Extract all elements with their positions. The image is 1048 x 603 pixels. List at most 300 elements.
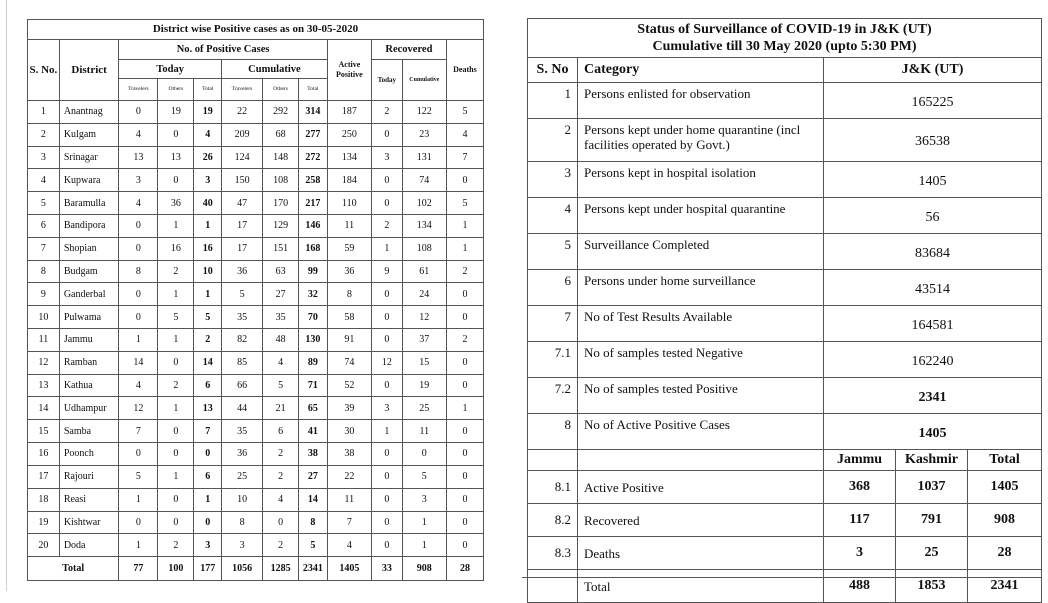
district-row <box>28 465 484 488</box>
header-cumulative-total: Total <box>299 79 328 101</box>
district-cell: 0 <box>119 306 158 329</box>
district-sno: 5 <box>28 192 60 215</box>
district-cell: 0 <box>263 511 299 534</box>
surveillance-sno: 7.1 <box>528 342 578 378</box>
district-name: Kupwara <box>59 169 119 192</box>
district-cell: 2 <box>263 465 299 488</box>
district-cell: 4 <box>119 374 158 397</box>
split-kashmir-value: 25 <box>896 537 968 570</box>
district-cell: 14 <box>299 488 328 511</box>
surveillance-row <box>528 119 1042 162</box>
district-cell: 12 <box>119 397 158 420</box>
district-cell: 0 <box>194 443 222 466</box>
district-sno: 11 <box>28 329 60 352</box>
header-cumulative: Cumulative <box>222 60 328 79</box>
surveillance-row <box>528 83 1042 119</box>
district-name: Ramban <box>59 351 119 374</box>
district-cell: 0 <box>446 420 483 443</box>
district-cell: 10 <box>222 488 263 511</box>
district-cell: 38 <box>327 443 371 466</box>
district-name: Shopian <box>59 237 119 260</box>
district-cell: 1 <box>402 534 446 557</box>
district-cell: 122 <box>402 100 446 123</box>
surveillance-sno: 5 <box>528 234 578 270</box>
district-cell: 4 <box>119 192 158 215</box>
split-sno: 8.2 <box>528 504 578 537</box>
district-cell: 2 <box>446 329 483 352</box>
district-cell: 5 <box>402 465 446 488</box>
surveillance-value: 162240 <box>824 342 1042 378</box>
surveillance-row <box>528 162 1042 198</box>
district-cell: 2 <box>263 443 299 466</box>
district-cell: 0 <box>119 214 158 237</box>
surveillance-value: 2341 <box>824 378 1042 414</box>
district-cell: 1 <box>158 397 194 420</box>
district-cell: 1 <box>119 329 158 352</box>
district-cell: 0 <box>371 488 402 511</box>
surveillance-sno: 2 <box>528 119 578 162</box>
district-cell: 1 <box>119 488 158 511</box>
district-cell: 4 <box>327 534 371 557</box>
district-sno: 18 <box>28 488 60 511</box>
district-name: Anantnag <box>59 100 119 123</box>
total-cell: 77 <box>119 557 158 581</box>
district-cell: 4 <box>263 488 299 511</box>
split-header-blank <box>578 450 824 471</box>
district-cell: 0 <box>446 351 483 374</box>
district-sno: 13 <box>28 374 60 397</box>
district-cell: 292 <box>263 100 299 123</box>
district-cell: 0 <box>194 511 222 534</box>
district-cell: 7 <box>446 146 483 169</box>
district-cell: 2 <box>158 374 194 397</box>
district-row <box>28 511 484 534</box>
header-today-total: Total <box>194 79 222 101</box>
district-cell: 0 <box>158 123 194 146</box>
district-cell: 0 <box>446 169 483 192</box>
district-cell: 168 <box>299 237 328 260</box>
district-cell: 2 <box>194 329 222 352</box>
district-cell: 15 <box>402 351 446 374</box>
surveillance-row <box>528 270 1042 306</box>
district-cell: 0 <box>158 511 194 534</box>
district-name: Kathua <box>59 374 119 397</box>
district-cell: 19 <box>402 374 446 397</box>
district-cell: 2 <box>371 214 402 237</box>
district-cell: 85 <box>222 351 263 374</box>
district-row <box>28 420 484 443</box>
district-cell: 1 <box>194 214 222 237</box>
district-cell: 0 <box>119 283 158 306</box>
district-cell: 3 <box>371 146 402 169</box>
district-cell: 10 <box>194 260 222 283</box>
district-cell: 5 <box>222 283 263 306</box>
total-cell: 908 <box>402 557 446 581</box>
district-cell: 1 <box>402 511 446 534</box>
district-cell: 209 <box>222 123 263 146</box>
district-cell: 272 <box>299 146 328 169</box>
district-cell: 8 <box>222 511 263 534</box>
district-name: Reasi <box>59 488 119 511</box>
district-cell: 0 <box>158 443 194 466</box>
district-cell: 11 <box>327 488 371 511</box>
district-cell: 68 <box>263 123 299 146</box>
split-sno: 8.1 <box>528 471 578 504</box>
district-cell: 12 <box>371 351 402 374</box>
district-cell: 110 <box>327 192 371 215</box>
total-label: Total <box>28 557 119 581</box>
district-sno: 14 <box>28 397 60 420</box>
district-cell: 258 <box>299 169 328 192</box>
total-cell: 33 <box>371 557 402 581</box>
header-district: District <box>59 39 119 100</box>
district-row <box>28 146 484 169</box>
district-cell: 1 <box>158 329 194 352</box>
district-cell: 44 <box>222 397 263 420</box>
district-sno: 16 <box>28 443 60 466</box>
district-sno: 1 <box>28 100 60 123</box>
split-row <box>528 471 1042 504</box>
split-total-value: 1405 <box>968 471 1042 504</box>
district-cell: 0 <box>371 511 402 534</box>
district-cell: 5 <box>158 306 194 329</box>
district-cell: 5 <box>446 192 483 215</box>
surveillance-row <box>528 198 1042 234</box>
header-sno: S. No <box>528 58 578 83</box>
district-sno: 8 <box>28 260 60 283</box>
district-cell: 8 <box>119 260 158 283</box>
district-cell: 2 <box>263 534 299 557</box>
district-row <box>28 123 484 146</box>
district-cell: 148 <box>263 146 299 169</box>
district-cell: 2 <box>158 260 194 283</box>
district-cell: 32 <box>299 283 328 306</box>
surveillance-category: No of samples tested Positive <box>578 378 824 414</box>
district-cell: 14 <box>194 351 222 374</box>
district-cell: 24 <box>402 283 446 306</box>
split-kashmir-value: 1853 <box>896 570 968 603</box>
district-cell: 6 <box>263 420 299 443</box>
district-cell: 0 <box>446 306 483 329</box>
district-cell: 0 <box>371 329 402 352</box>
split-row <box>528 504 1042 537</box>
header-recovered: Recovered <box>371 39 446 60</box>
district-cell: 5 <box>263 374 299 397</box>
district-cell: 1 <box>194 488 222 511</box>
total-cell: 1405 <box>327 557 371 581</box>
header-positive-cases: No. of Positive Cases <box>119 39 327 60</box>
district-cell: 25 <box>402 397 446 420</box>
district-cell: 7 <box>119 420 158 443</box>
split-row <box>528 537 1042 570</box>
total-cell: 2341 <box>299 557 328 581</box>
district-cell: 0 <box>446 465 483 488</box>
surveillance-value: 164581 <box>824 306 1042 342</box>
district-cell: 3 <box>194 534 222 557</box>
district-cell: 0 <box>158 351 194 374</box>
split-total-value: 2341 <box>968 570 1042 603</box>
district-cell: 35 <box>222 306 263 329</box>
surveillance-sno: 7 <box>528 306 578 342</box>
district-cell: 0 <box>446 283 483 306</box>
district-cell: 134 <box>327 146 371 169</box>
district-name: Kishtwar <box>59 511 119 534</box>
district-cell: 12 <box>402 306 446 329</box>
district-sno: 15 <box>28 420 60 443</box>
district-cell: 47 <box>222 192 263 215</box>
district-row <box>28 488 484 511</box>
split-category: Active Positive <box>578 471 824 504</box>
district-row <box>28 397 484 420</box>
district-cell: 146 <box>299 214 328 237</box>
surveillance-value: 1405 <box>824 414 1042 450</box>
district-cell: 82 <box>222 329 263 352</box>
district-cell: 0 <box>446 374 483 397</box>
district-cell: 0 <box>119 100 158 123</box>
district-cell: 1 <box>446 397 483 420</box>
split-kashmir-value: 1037 <box>896 471 968 504</box>
district-cell: 8 <box>299 511 328 534</box>
district-cell: 6 <box>194 465 222 488</box>
split-sno <box>528 570 578 603</box>
district-cell: 21 <box>263 397 299 420</box>
surveillance-row <box>528 378 1042 414</box>
district-cell: 58 <box>327 306 371 329</box>
surveillance-sno: 7.2 <box>528 378 578 414</box>
split-jammu-value: 488 <box>824 570 896 603</box>
district-cell: 0 <box>371 169 402 192</box>
district-cell: 22 <box>327 465 371 488</box>
district-cell: 1 <box>446 214 483 237</box>
district-cell: 170 <box>263 192 299 215</box>
district-cell: 0 <box>402 443 446 466</box>
surveillance-category: Persons kept in hospital isolation <box>578 162 824 198</box>
total-cell: 1056 <box>222 557 263 581</box>
district-cell: 4 <box>446 123 483 146</box>
district-sno: 7 <box>28 237 60 260</box>
district-row <box>28 534 484 557</box>
district-cell: 0 <box>371 306 402 329</box>
district-cell: 91 <box>327 329 371 352</box>
district-cell: 26 <box>194 146 222 169</box>
surveillance-category: Surveillance Completed <box>578 234 824 270</box>
header-today-others: Others <box>158 79 194 101</box>
surveillance-value: 43514 <box>824 270 1042 306</box>
page-edge-line <box>6 0 7 591</box>
district-cell: 124 <box>222 146 263 169</box>
district-cell: 0 <box>371 534 402 557</box>
district-cases-table <box>27 19 484 581</box>
surveillance-title-line1: Status of Surveillance of COVID-19 in J&K (UT) <box>637 22 932 37</box>
district-cell: 217 <box>299 192 328 215</box>
surveillance-category: No of Active Positive Cases <box>578 414 824 450</box>
surveillance-title-line2: Cumulative till 30 May 2020 (upto 5:30 PM) <box>652 39 917 54</box>
header-today: Today <box>119 60 222 79</box>
surveillance-row <box>528 342 1042 378</box>
district-cell: 5 <box>299 534 328 557</box>
district-cell: 0 <box>371 283 402 306</box>
district-cell: 99 <box>299 260 328 283</box>
district-name: Samba <box>59 420 119 443</box>
split-header-kashmir: Kashmir <box>896 450 968 471</box>
district-cell: 1 <box>158 214 194 237</box>
district-cell: 0 <box>158 169 194 192</box>
header-deaths: Deaths <box>446 39 483 100</box>
district-cell: 74 <box>402 169 446 192</box>
district-row <box>28 192 484 215</box>
district-name: Bandipora <box>59 214 119 237</box>
district-cell: 7 <box>327 511 371 534</box>
district-cell: 13 <box>194 397 222 420</box>
district-cell: 19 <box>158 100 194 123</box>
district-cell: 35 <box>222 420 263 443</box>
header-cumulative-travelers: Travelers <box>222 79 263 101</box>
district-cell: 0 <box>371 465 402 488</box>
district-cell: 36 <box>222 260 263 283</box>
header-recovered-today: Today <box>371 60 402 100</box>
district-cell: 0 <box>371 192 402 215</box>
district-name: Budgam <box>59 260 119 283</box>
district-cell: 131 <box>402 146 446 169</box>
district-row <box>28 374 484 397</box>
district-cell: 6 <box>194 374 222 397</box>
district-cell: 36 <box>327 260 371 283</box>
district-cell: 27 <box>299 465 328 488</box>
district-cell: 4 <box>263 351 299 374</box>
district-name: Udhampur <box>59 397 119 420</box>
district-cell: 0 <box>158 420 194 443</box>
district-row <box>28 443 484 466</box>
district-cell: 65 <box>299 397 328 420</box>
header-active-positive: Active Positive <box>327 39 371 100</box>
district-cell: 36 <box>222 443 263 466</box>
district-cell: 48 <box>263 329 299 352</box>
header-region: J&K (UT) <box>824 58 1042 83</box>
total-cell: 100 <box>158 557 194 581</box>
district-table-title: District wise Positive cases as on 30-05-2020 <box>28 20 484 40</box>
district-name: Jammu <box>59 329 119 352</box>
split-category: Total <box>578 570 824 603</box>
district-sno: 10 <box>28 306 60 329</box>
district-cell: 102 <box>402 192 446 215</box>
surveillance-value: 36538 <box>824 119 1042 162</box>
district-cell: 1 <box>446 237 483 260</box>
surveillance-category: Persons kept under hospital quarantine <box>578 198 824 234</box>
district-cell: 36 <box>158 192 194 215</box>
district-row <box>28 329 484 352</box>
district-name: Rajouri <box>59 465 119 488</box>
total-cell: 28 <box>446 557 483 581</box>
district-cell: 11 <box>402 420 446 443</box>
surveillance-category: No of samples tested Negative <box>578 342 824 378</box>
district-cell: 3 <box>371 397 402 420</box>
surveillance-row <box>528 414 1042 450</box>
district-name: Doda <box>59 534 119 557</box>
district-cell: 9 <box>371 260 402 283</box>
header-category: Category <box>578 58 824 83</box>
surveillance-sno: 6 <box>528 270 578 306</box>
district-cell: 150 <box>222 169 263 192</box>
district-name: Kulgam <box>59 123 119 146</box>
surveillance-row <box>528 306 1042 342</box>
district-cell: 1 <box>371 237 402 260</box>
district-row <box>28 214 484 237</box>
surveillance-category: Persons kept under home quarantine (incl facilities operated by Govt.) <box>578 119 824 162</box>
header-today-travelers: Travelers <box>119 79 158 101</box>
header-recovered-cumulative: Cumulative <box>402 60 446 100</box>
district-cell: 134 <box>402 214 446 237</box>
district-cell: 0 <box>446 534 483 557</box>
split-row <box>528 570 1042 603</box>
district-name: Poonch <box>59 443 119 466</box>
district-row <box>28 306 484 329</box>
surveillance-sno: 4 <box>528 198 578 234</box>
district-cell: 187 <box>327 100 371 123</box>
split-header-blank <box>528 450 578 471</box>
district-cell: 1 <box>371 420 402 443</box>
district-sno: 2 <box>28 123 60 146</box>
district-cell: 14 <box>119 351 158 374</box>
split-total-value: 908 <box>968 504 1042 537</box>
district-cell: 250 <box>327 123 371 146</box>
district-cell: 1 <box>194 283 222 306</box>
district-row <box>28 351 484 374</box>
split-category: Recovered <box>578 504 824 537</box>
district-cell: 17 <box>222 214 263 237</box>
district-cell: 61 <box>402 260 446 283</box>
split-jammu-value: 3 <box>824 537 896 570</box>
split-sno: 8.3 <box>528 537 578 570</box>
district-cell: 1 <box>158 283 194 306</box>
district-cell: 0 <box>119 511 158 534</box>
district-cell: 1 <box>119 534 158 557</box>
district-cell: 66 <box>222 374 263 397</box>
district-cell: 7 <box>194 420 222 443</box>
district-row <box>28 169 484 192</box>
district-cell: 5 <box>119 465 158 488</box>
district-cell: 3 <box>402 488 446 511</box>
district-cell: 23 <box>402 123 446 146</box>
district-cell: 40 <box>194 192 222 215</box>
surveillance-sno: 8 <box>528 414 578 450</box>
district-cell: 11 <box>327 214 371 237</box>
total-cell: 1285 <box>263 557 299 581</box>
district-cell: 16 <box>194 237 222 260</box>
district-cell: 3 <box>222 534 263 557</box>
surveillance-row <box>528 234 1042 270</box>
district-name: Pulwama <box>59 306 119 329</box>
district-cell: 314 <box>299 100 328 123</box>
district-sno: 20 <box>28 534 60 557</box>
district-sno: 3 <box>28 146 60 169</box>
surveillance-title <box>528 19 1042 58</box>
district-cell: 89 <box>299 351 328 374</box>
district-cell: 27 <box>263 283 299 306</box>
district-sno: 19 <box>28 511 60 534</box>
district-cell: 108 <box>263 169 299 192</box>
district-cell: 16 <box>158 237 194 260</box>
district-cell: 5 <box>194 306 222 329</box>
district-cell: 39 <box>327 397 371 420</box>
split-kashmir-value: 791 <box>896 504 968 537</box>
district-cell: 0 <box>158 488 194 511</box>
split-jammu-value: 117 <box>824 504 896 537</box>
district-sno: 6 <box>28 214 60 237</box>
district-cell: 130 <box>299 329 328 352</box>
district-cell: 19 <box>194 100 222 123</box>
split-category: Deaths <box>578 537 824 570</box>
district-cell: 4 <box>194 123 222 146</box>
